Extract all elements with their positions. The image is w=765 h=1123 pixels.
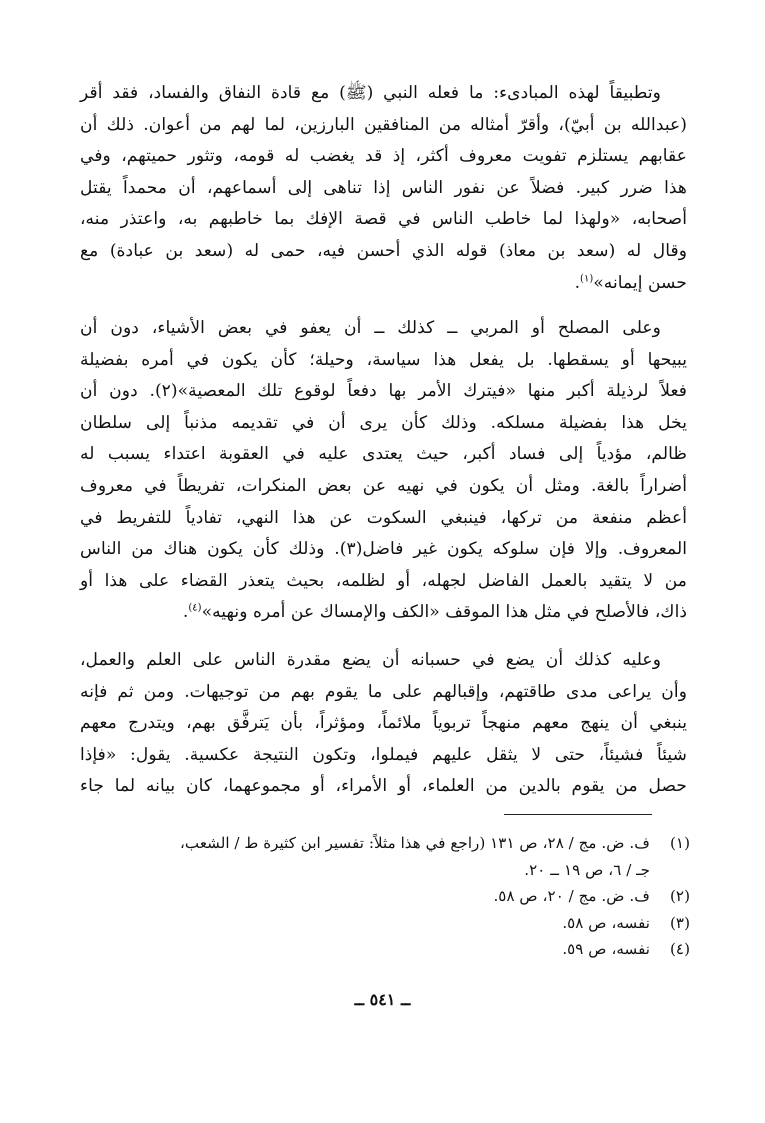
footnote-line: ف. ض. مج / ٢٠، ص ٥٨.: [493, 887, 650, 905]
footnote-line: جـ / ٦، ص ١٩ ــ ٢٠.: [524, 860, 650, 879]
text-fragment: .: [182, 602, 189, 623]
text-line: ظالم، مؤدياً إلى فساد أكبر، حيث يعتدى عليه في العقوبة اعتداء يسبب له: [80, 444, 687, 465]
text-fragment: ذاك، فالأصلح في مثل هذا الموقف «الكف والإمساك عن أمره ونهيه»: [201, 602, 687, 623]
footnote-item: [90, 910, 690, 937]
footnote-item: [90, 936, 690, 963]
text-line: وقال له (سعد بن معاذ) قوله الذي أحسن فيه، حمى له (سعد بن عبادة) مع: [80, 240, 687, 261]
text-line: عقابهم يستلزم تفويت معروف أكثر، إذ قد يغضب له قومه، وتثور حميتهم، وفي: [80, 146, 687, 167]
text-fragment: .: [574, 272, 581, 293]
text-line: فعلاً لرذيلة أكبر منها «فيترك الأمر بها دفعاً لوقوع تلك المعصية»(٢). دون أن: [80, 381, 687, 402]
footnote-text: [90, 883, 650, 910]
footnote-number: (١): [669, 834, 690, 852]
text-line: من لا يتقيد بالعمل الفاضل لجهله، أو لظلمه، بحيث يتعذر القضاء على هذا أو: [80, 570, 687, 591]
text-line: (عبدالله بن أبيّ)، وأقرّ أمثاله من المنافقين البارزين، لما لهم من أعوان. ذلك أن: [80, 114, 687, 135]
footnote-text: [90, 910, 650, 937]
text-line-last: [80, 268, 687, 300]
footnote-separator: [504, 814, 652, 815]
text-line: حصل من يقوم بالدين من العلماء، أو الأمراء، أو مجموعهما، كان بيانه لما جاء: [80, 776, 687, 797]
text-fragment: حسن إيمانه»: [593, 272, 687, 293]
text-line: شيئاً فشيئاً، حتى لا يثقل عليهم فيملوا، وتكون النتيجة عكسية. يقول: «فإذا: [80, 744, 687, 765]
text-line: المعروف. وإلا فإن سلوكه يكون غير فاضل(٣). وذلك كأن يكون هناك من الناس: [80, 539, 687, 560]
text-line: وأن يراعى مدى طاقتهم، وإقبالهم على ما يقوم بهم من توجيهات. ومن ثم فإنه: [80, 681, 687, 702]
footnote-text: [90, 830, 650, 883]
footnote-marker: (٤): [188, 602, 202, 614]
text-line: هذا ضرر كبير. فضلاً عن نفور الناس إذا تناهى إلى أسماعهم، أن محمداً يقتل: [80, 177, 687, 198]
paragraph-2: [80, 313, 687, 629]
text-line: أصحابه، «ولهذا لما خاطب الناس في قصة الإفك بما خاطبهم به، واعتذر منه،: [80, 209, 687, 230]
paragraph-1: [80, 78, 687, 299]
paragraph-3: [80, 645, 687, 803]
text-line: يبيحها أو يسقطها. بل يفعل هذا سياسة، وحيلة؛ كأن يكون في أمره بفضيلة: [80, 349, 687, 370]
page-number: ــ ٥٤١ ــ: [354, 990, 411, 1009]
footnote-line: نفسه، ص ٥٨.: [562, 913, 650, 932]
footnote-item: [90, 883, 690, 910]
text-line: ينبغي أن ينهج معهم منهجاً تربوياً ملائماً، ومؤثراً، بأن يَترفَّق بهم، ويتدرج معهم: [80, 713, 687, 734]
text-line-last: [80, 597, 687, 629]
footnotes: [90, 830, 690, 963]
text-line: وعلى المصلح أو المربي ــ كذلك ــ أن يعفو في بعض الأشياء، دون أن: [80, 318, 661, 338]
text-line: وتطبيقاً لهذه المبادىء: ما فعله النبي (ﷺ) مع قادة النفاق والفساد، فقد أقر: [80, 83, 661, 103]
text-line: أعظم منفعة من تركها، فينبغي السكوت عن هذا النهي، تفادياً للتفريط في: [80, 507, 687, 528]
footnote-marker: (١): [580, 272, 594, 284]
text-line: أضراراً بالغة. ومثل أن يكون في نهيه عن بعض المنكرات، تفريطاً في معروف: [80, 475, 687, 496]
text-line: يخل هذا بفضيلة مسلكه. وذلك كأن يرى أن في تقديمه مذنباً إلى سلطان: [80, 412, 687, 433]
footnote-text: [90, 936, 650, 963]
footnote-line: نفسه، ص ٥٩.: [562, 940, 650, 958]
footnote-item: [90, 830, 690, 883]
footnote-number: (٢): [669, 887, 690, 905]
footnote-line: ف. ض. مج / ٢٨، ص ١٣١ (راجع في هذا مثلاً: تفسير ابن كثيرة ط / الشعب،: [180, 834, 650, 852]
footnote-number: (٣): [669, 913, 690, 932]
footnote-number: (٤): [669, 940, 690, 958]
text-line: وعليه كذلك أن يضع في حسبانه أن يضع مقدرة الناس على العلم والعمل،: [80, 650, 661, 670]
